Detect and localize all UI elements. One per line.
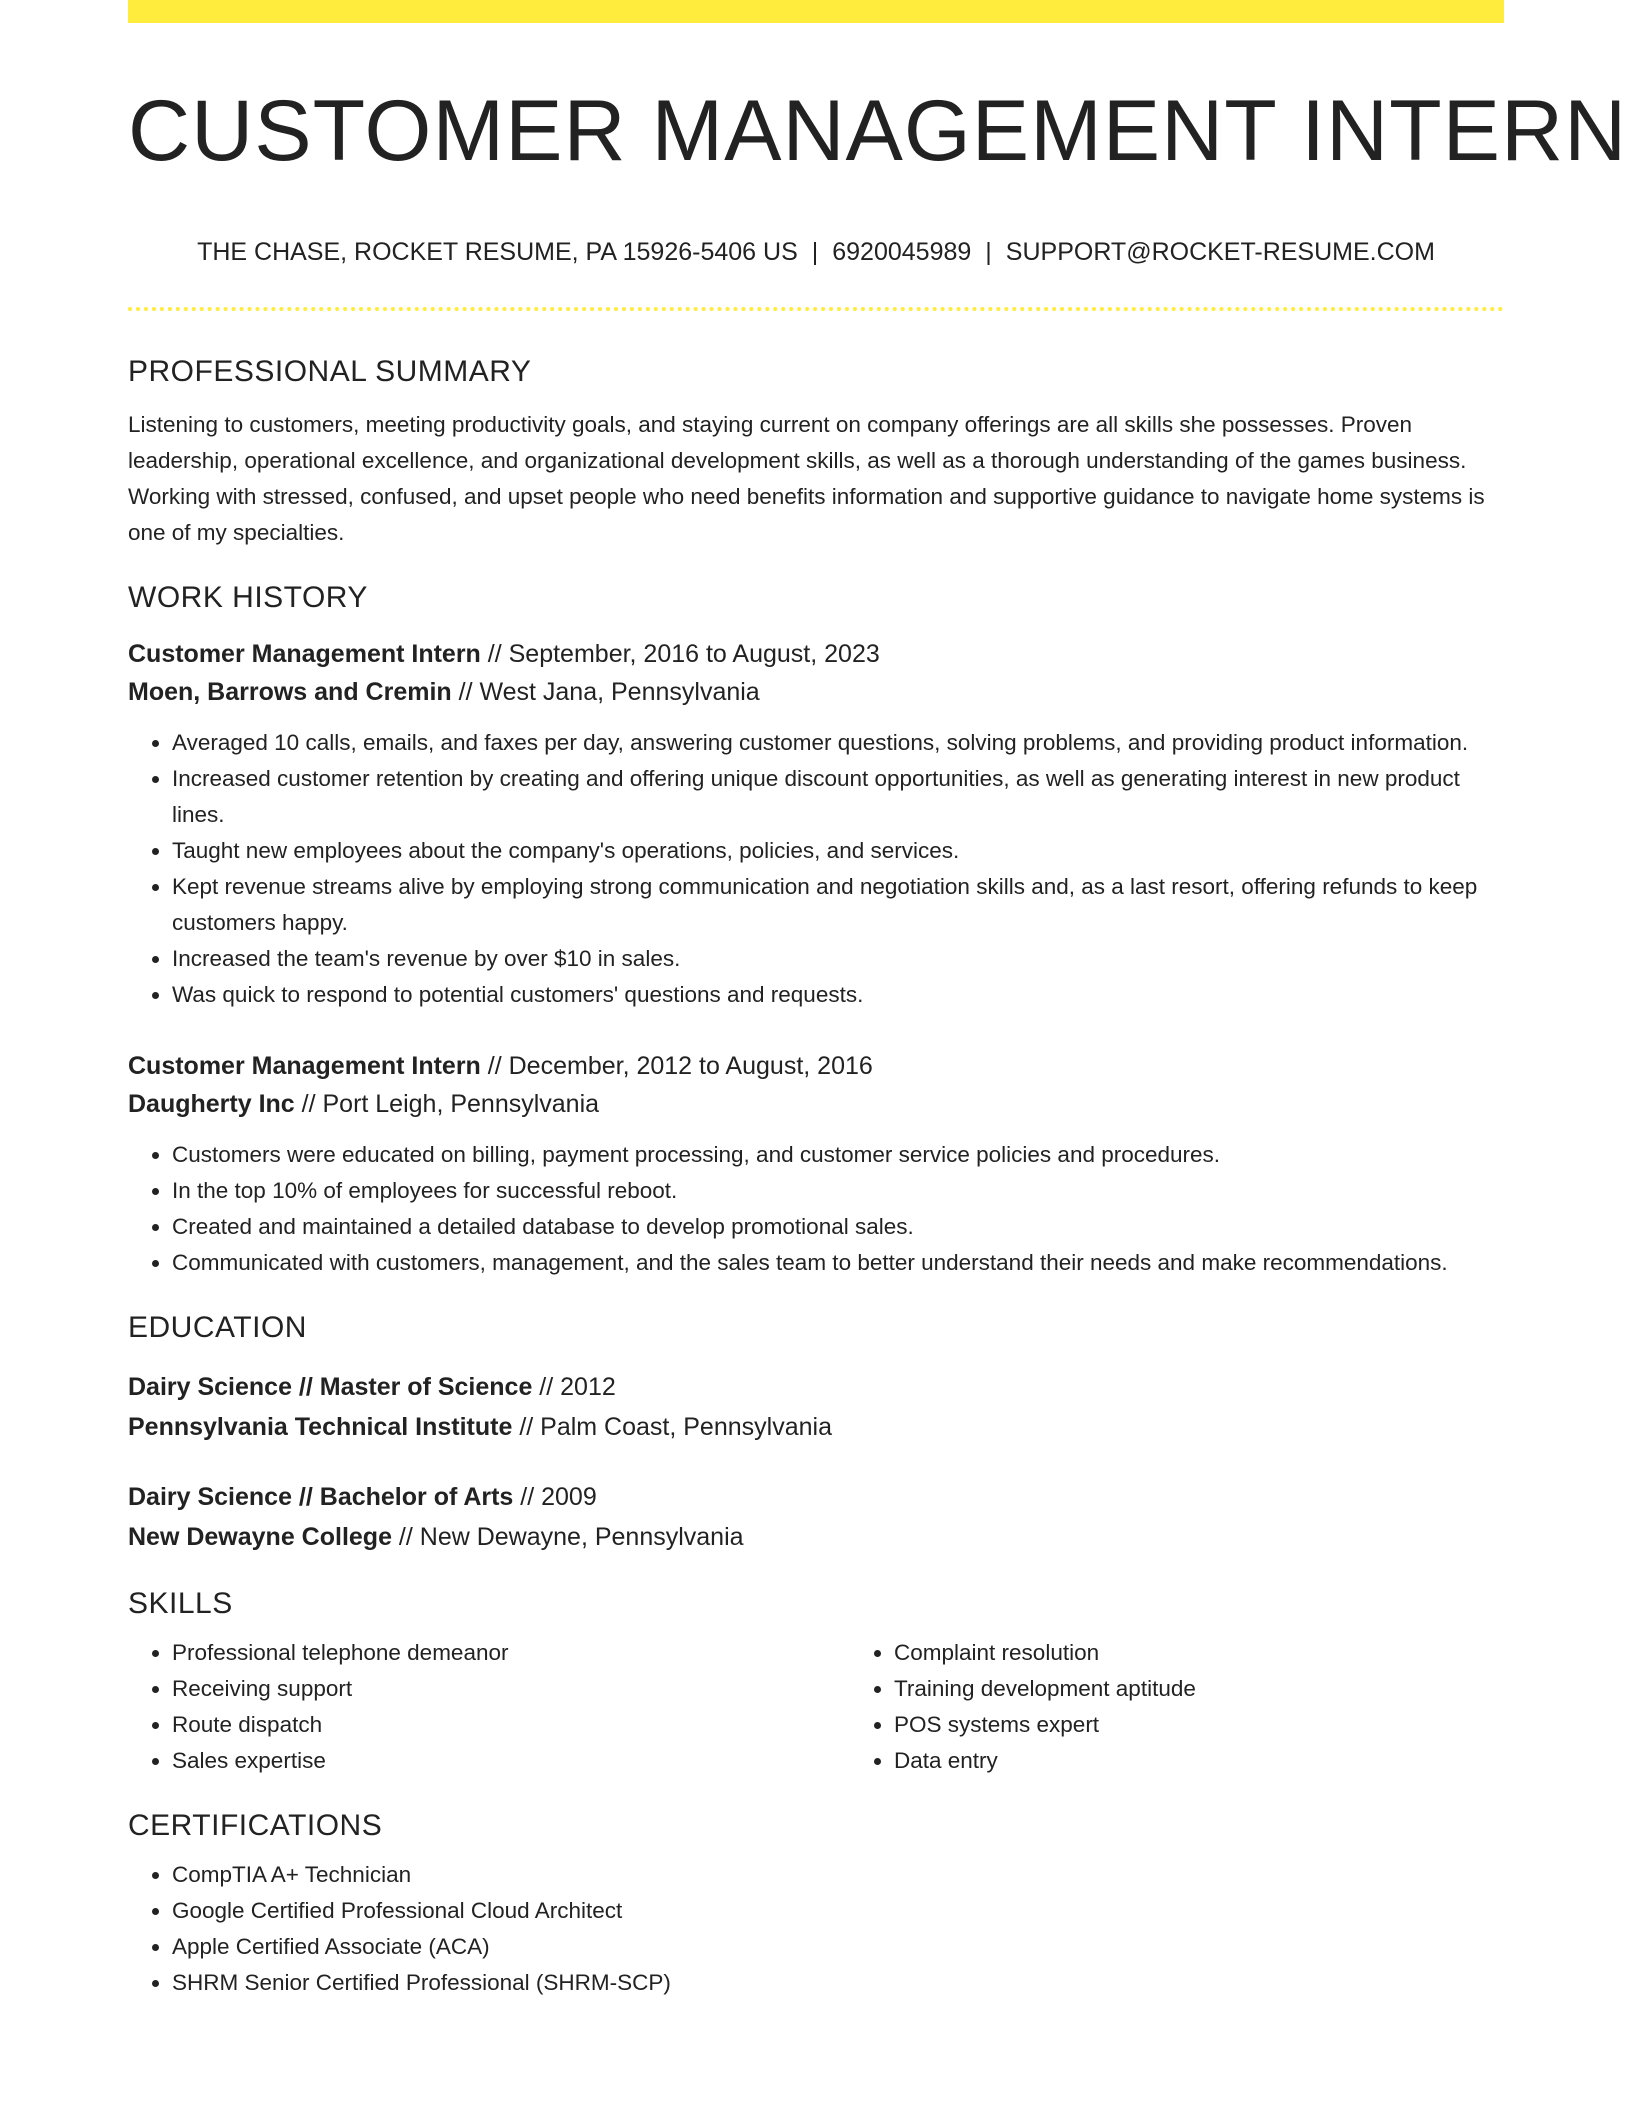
- education-location: // Palm Coast, Pennsylvania: [512, 1413, 832, 1441]
- list-item: • Professional telephone demeanor: [172, 1635, 850, 1671]
- education-entry: [128, 1477, 1504, 1557]
- list-item: • Kept revenue streams alive by employing strong communication and negotiation skills and, as a last resort, offering refunds to keep customers happy.: [172, 869, 1504, 941]
- top-accent-bar: [128, 0, 1504, 23]
- list-item: • Training development aptitude: [894, 1671, 1504, 1707]
- education-degree: Dairy Science // Bachelor of Arts: [128, 1483, 514, 1511]
- contact-phone: 6920045989: [832, 238, 972, 266]
- list-item: • Increased the team's revenue by over $10 in sales.: [172, 941, 1504, 977]
- skills-list-right: [850, 1635, 1504, 1779]
- list-item: • Communicated with customers, management, and the sales team to better understand their needs and make recommendations.: [172, 1245, 1504, 1281]
- section-heading: EDUCATION: [128, 1311, 307, 1344]
- list-item: • Sales expertise: [172, 1743, 850, 1779]
- education-year: // 2009: [513, 1483, 597, 1511]
- list-item: • POS systems expert: [894, 1707, 1504, 1743]
- education-entry: [128, 1367, 1504, 1447]
- list-item: • Complaint resolution: [894, 1635, 1504, 1671]
- education-school-line: [128, 1517, 1504, 1557]
- job-dates: // September, 2016 to August, 2023: [480, 640, 880, 668]
- section-heading: PROFESSIONAL SUMMARY: [128, 355, 532, 388]
- job-company: Moen, Barrows and Cremin: [128, 678, 452, 706]
- contact-separator: |: [811, 238, 819, 266]
- resume-content: [128, 355, 1504, 2001]
- job-location: // West Jana, Pennsylvania: [451, 678, 760, 706]
- contact-address: THE CHASE, ROCKET RESUME, PA 15926-5406 US: [197, 238, 798, 266]
- education-location: // New Dewayne, Pennsylvania: [391, 1523, 744, 1551]
- job-title-line: [128, 635, 1504, 673]
- summary-section: [128, 355, 1504, 551]
- list-item: • Created and maintained a detailed database to develop promotional sales.: [172, 1209, 1504, 1245]
- job-title: Customer Management Intern: [128, 640, 481, 668]
- education-school: New Dewayne College: [128, 1523, 392, 1551]
- skills-columns: [128, 1635, 1504, 1779]
- education-school: Pennsylvania Technical Institute: [128, 1413, 513, 1441]
- certifications-list: [128, 1857, 1504, 2001]
- job-bullets: [128, 1137, 1504, 1281]
- candidate-name: CUSTOMER MANAGEMENT INTERN: [128, 83, 1628, 179]
- job-company-line: [128, 673, 1504, 711]
- certifications-section: [128, 1809, 1504, 2001]
- list-item: • CompTIA A+ Technician: [172, 1857, 1504, 1893]
- education-section: [128, 1311, 1504, 1557]
- job-entry: [128, 1047, 1504, 1281]
- list-item: • In the top 10% of employees for successful reboot.: [172, 1173, 1504, 1209]
- education-degree-line: [128, 1367, 1504, 1407]
- list-item: • Google Certified Professional Cloud Architect: [172, 1893, 1504, 1929]
- skills-section: [128, 1587, 1504, 1779]
- section-heading: SKILLS: [128, 1587, 233, 1620]
- section-heading: WORK HISTORY: [128, 581, 368, 614]
- job-bullets: [128, 725, 1504, 1013]
- summary-text: Listening to customers, meeting productivity goals, and staying current on company offerings are all skills she possesses. Proven leadership, operational excellence, and organizational development skills, as well as a thorough understanding of the games business. Working with stressed, confused, and upset people who need benefits information and supportive guidance to navigate home systems is one of my specialties.: [128, 412, 1485, 545]
- list-item: • Was quick to respond to potential customers' questions and requests.: [172, 977, 1504, 1013]
- job-company: Daugherty Inc: [128, 1090, 295, 1118]
- contact-line: [128, 238, 1504, 267]
- education-school-line: [128, 1407, 1504, 1447]
- list-item: • Receiving support: [172, 1671, 850, 1707]
- job-entry: [128, 635, 1504, 1013]
- list-item: • Route dispatch: [172, 1707, 850, 1743]
- job-title: Customer Management Intern: [128, 1052, 481, 1080]
- section-heading: CERTIFICATIONS: [128, 1809, 383, 1842]
- list-item: • Taught new employees about the company's operations, policies, and services.: [172, 833, 1504, 869]
- contact-separator: |: [985, 238, 992, 266]
- skills-list-left: [128, 1635, 850, 1779]
- job-location: // Port Leigh, Pennsylvania: [294, 1090, 600, 1118]
- dotted-divider: [128, 307, 1504, 311]
- list-item: • Customers were educated on billing, payment processing, and customer service policies and procedures.: [172, 1137, 1504, 1173]
- education-degree-line: [128, 1477, 1504, 1517]
- job-dates: // December, 2012 to August, 2016: [480, 1052, 873, 1080]
- list-item: • Averaged 10 calls, emails, and faxes per day, answering customer questions, solving problems, and providing product information.: [172, 725, 1504, 761]
- education-year: // 2012: [532, 1373, 616, 1401]
- contact-email: SUPPORT@ROCKET-RESUME.COM: [1005, 238, 1435, 266]
- job-title-line: [128, 1047, 1504, 1085]
- job-company-line: [128, 1085, 1504, 1123]
- list-item: • Apple Certified Associate (ACA): [172, 1929, 1504, 1965]
- education-degree: Dairy Science // Master of Science: [128, 1373, 533, 1401]
- work-history-section: [128, 581, 1504, 1281]
- list-item: • Increased customer retention by creating and offering unique discount opportunities, as well as generating interest in new product lines.: [172, 761, 1504, 833]
- list-item: • Data entry: [894, 1743, 1504, 1779]
- list-item: • SHRM Senior Certified Professional (SHRM-SCP): [172, 1965, 1504, 2001]
